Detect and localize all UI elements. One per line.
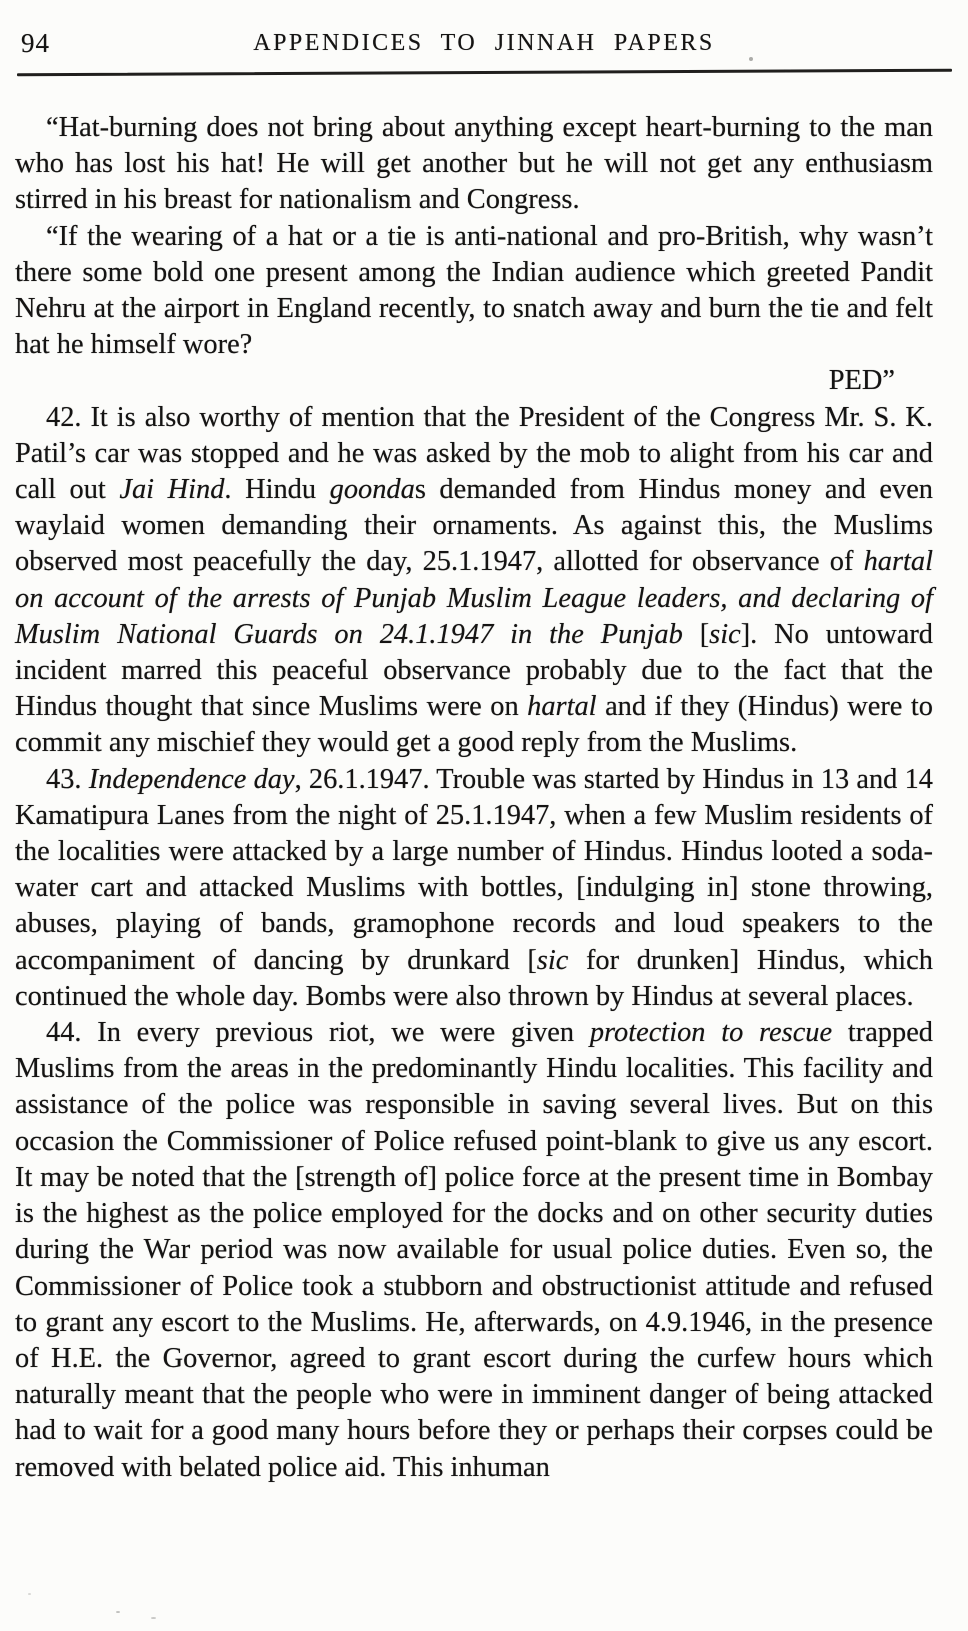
italic-text-run: hartal [527, 691, 597, 723]
text-run: s demanded from Hindus money and even waylaid women demanding their ornaments. As against this, the Muslims observed most peacefully the day, 25.1.1947, allotted for observance of [15, 474, 933, 578]
scan-artifact-speck [116, 1611, 120, 1613]
paragraph-quote-hat-or-tie [15, 219, 933, 364]
text-run: . Hindu [224, 474, 330, 506]
text-run: [ [682, 618, 710, 650]
italic-text-run: hartal on account of the arrests of Punjab Muslim League leaders, and declaring of Muslim National Guards on 24.1.1947 in the Punjab [15, 546, 933, 650]
paragraph-44 [15, 1015, 933, 1486]
text-run: “Hat-burning does not bring about anything except heart-burning to the man who has lost his hat! He will get another but he will not get any enthusiasm stirred in his breast for nationalism and Congress. [15, 112, 933, 216]
text-run: ]. No untoward incident marred this peaceful observance probably due to the fact that the Hindus thought that since Muslims were on [15, 618, 933, 723]
text-run: 44. In every previous riot, we were given [46, 1017, 590, 1049]
running-title: APPENDICES TO JINNAH PAPERS [253, 30, 715, 56]
italic-text-run: Jai Hind [119, 474, 225, 506]
text-run: trapped Muslims from the areas in the predominantly Hindu localities. This facility and assistance of the police was responsible in saving several lives. But on this occasion the Commissioner of Police refused point-blank to give us any escort. It may be noted that the [strength of] police force at the present time in Bombay is the highest as the police employed for the docks and on other security duties during the War period was now available for usual police duties. Even so, the Commissioner of Police took a stubborn and obstructionist attitude and refused to grant any escort to the Muslims. He, afterwards, on 4.9.1946, in the presence of H.E. the Governor, agreed to grant escort during the curfew hours which naturally meant that the people who were in imminent danger of being attacked had to wait for a good many hours before they or perhaps their corpses could be removed with belated police aid. This inhuman [15, 1017, 933, 1483]
scan-artifact-speck [28, 1593, 31, 1595]
italic-text-run: protection to rescue [589, 1017, 833, 1049]
scan-artifact-dot [749, 57, 753, 61]
page-number: 94 [21, 28, 50, 58]
text-run: 43. [46, 763, 89, 795]
text-run: PED” [828, 365, 895, 397]
page-header [0, 24, 968, 60]
paragraph-42 [15, 400, 933, 762]
header-rule [17, 69, 952, 76]
italic-text-run: sic [709, 618, 741, 650]
page-body [15, 110, 933, 1486]
italic-text-run: goonda [329, 474, 415, 506]
text-run: and if they (Hindus) were to commit any mischief they would get a good reply from the Muslims. [15, 691, 933, 759]
paragraph-quote-hat-burning [15, 110, 933, 219]
text-run: for drunken] Hindus, which continued the whole day. Bombs were also thrown by Hindus at several places. [15, 944, 933, 1012]
italic-text-run: sic [536, 944, 569, 976]
text-run: 42. It is also worthy of mention that the President of the Congress Mr. S. K. Patil’s car was stopped and he was asked by the mob to alight from his car and call out [15, 401, 933, 506]
paragraph-43 [15, 762, 933, 1015]
scan-artifact-speck [151, 1617, 156, 1619]
text-run: , 26.1.1947. Trouble was started by Hindus in 13 and 14 Kamatipura Lanes from the night of 25.1.1947, when a few Muslim residents of the localities were attacked by a large number of Hindus. Hindus looted a soda-water cart and attacked Muslims with bottles, [indulging in] stone throwing, abuses, playing of bands, gramophone records and loud speakers to the accompaniment of dancing by drunkard [ [15, 763, 933, 976]
paragraph-signature-ped [15, 363, 933, 399]
text-run: “If the wearing of a hat or a tie is anti-national and pro-British, why wasn’t there some bold one present among the Indian audience which greeted Pandit Nehru at the airport in England recently, to snatch away and burn the tie and felt hat he himself wore? [15, 220, 933, 361]
italic-text-run: Independence day [88, 763, 295, 795]
